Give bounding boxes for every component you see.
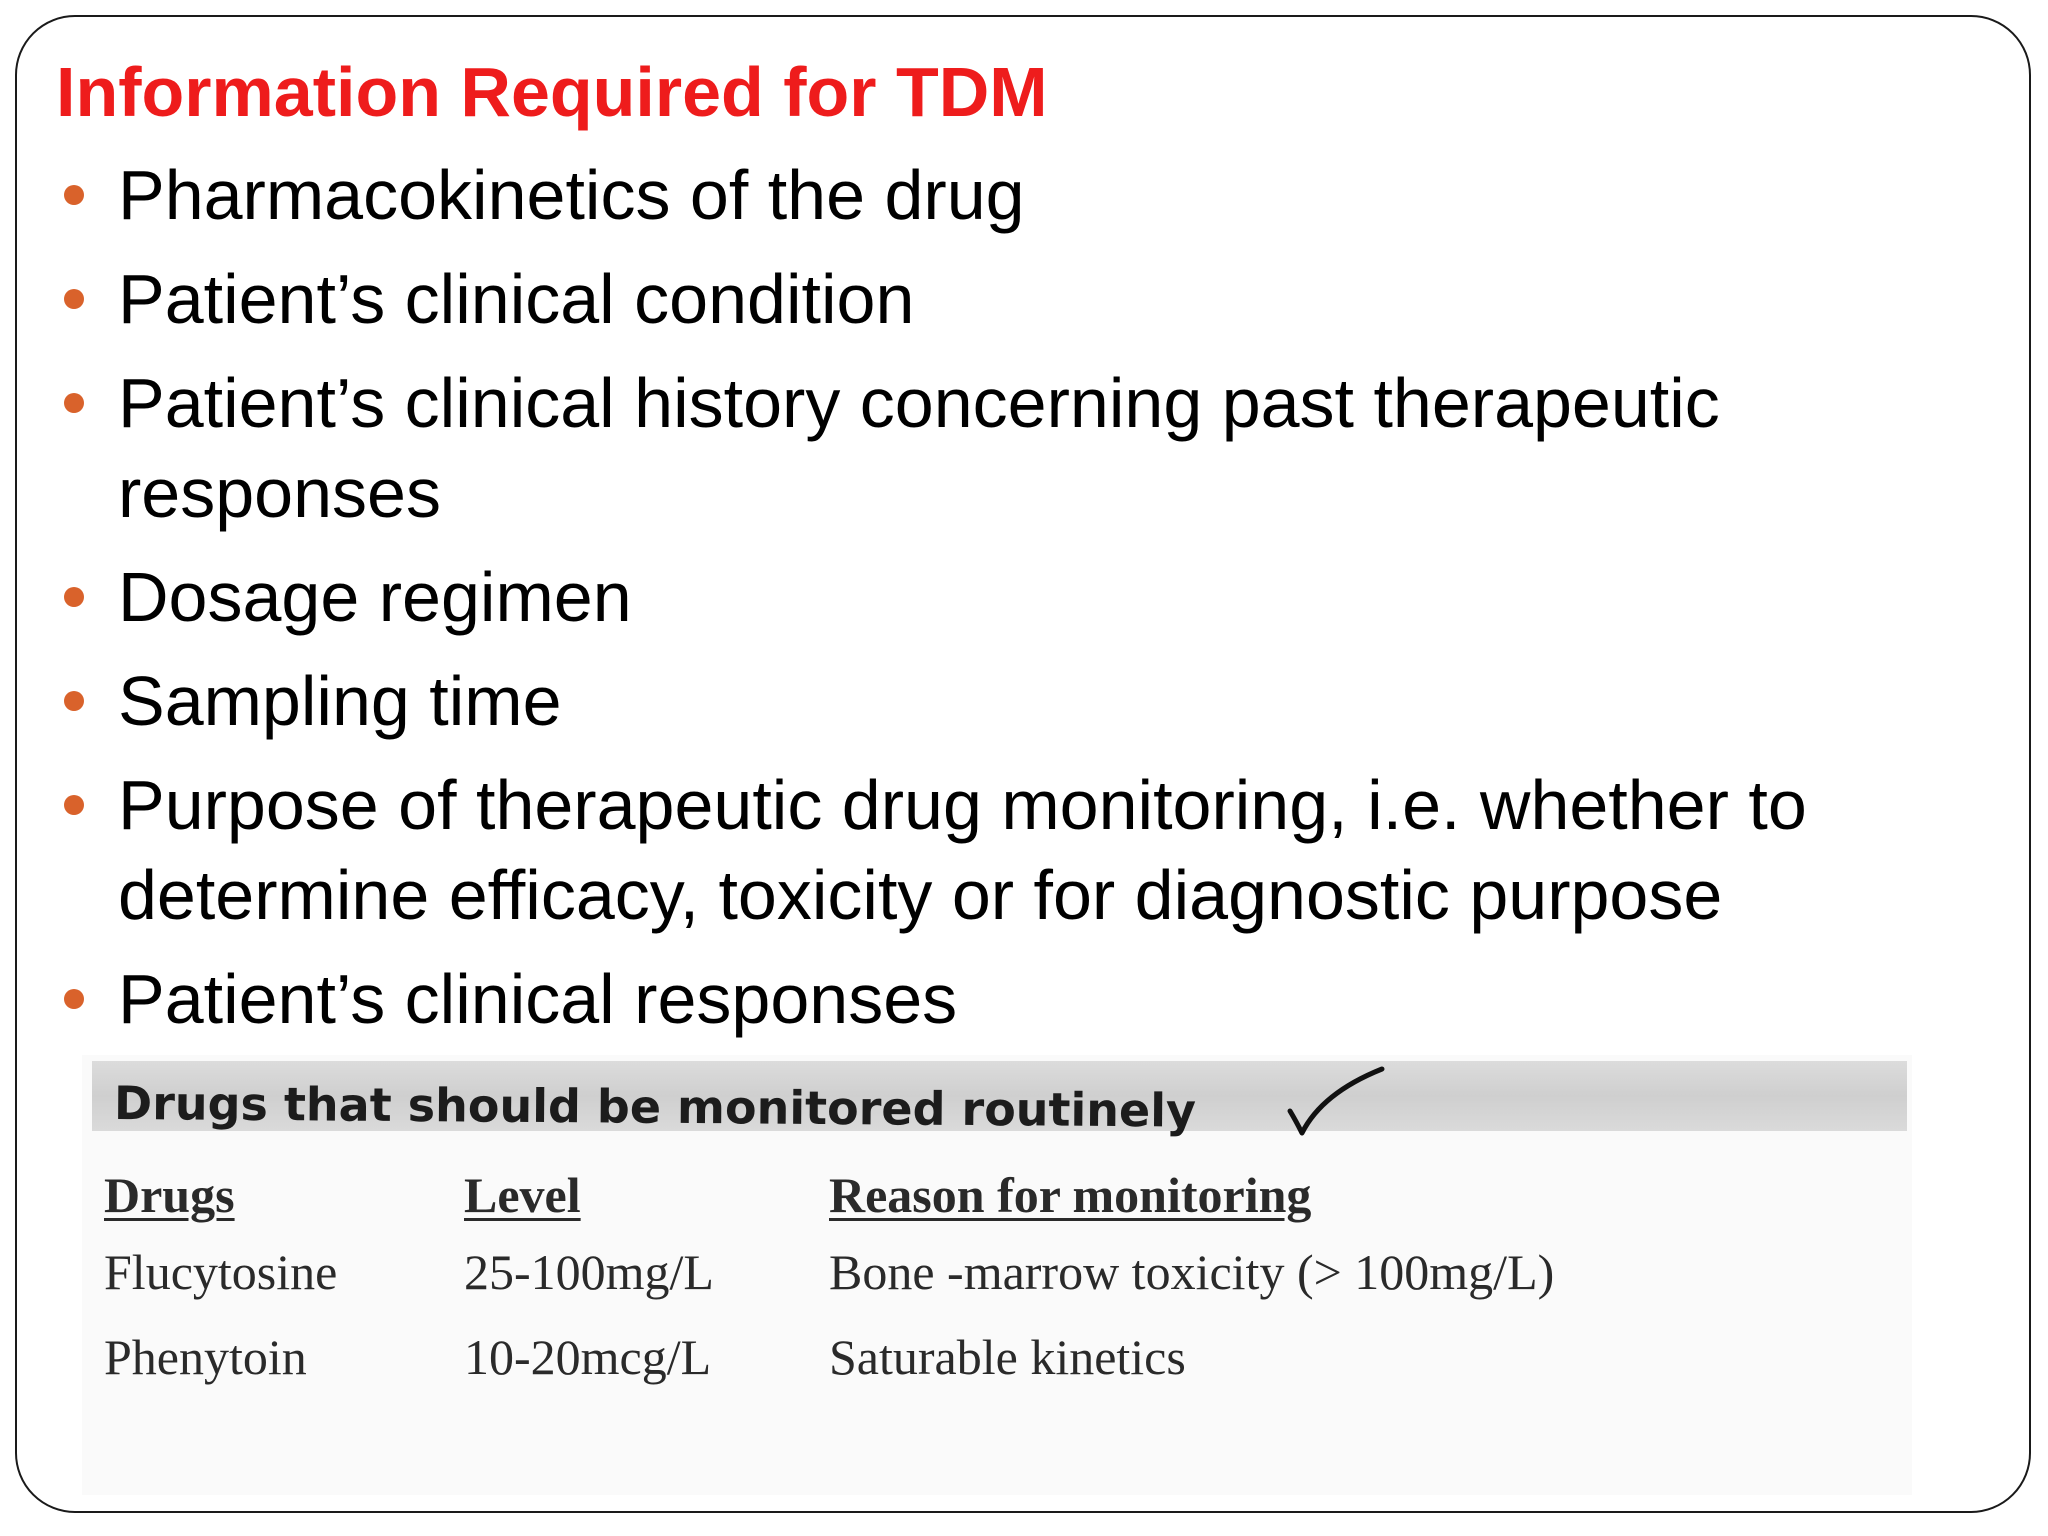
cell-level: 10-20mcg/L (464, 1329, 712, 1385)
bullet-text: Patient’s clinical responses (118, 960, 958, 1038)
scan-heading-band (92, 1061, 1907, 1138)
bullet-text: Patient’s clinical history concerning past therapeutic responses (118, 364, 1720, 532)
bullet-text: Dosage regimen (118, 558, 632, 636)
bullet-dot-icon (64, 587, 84, 607)
scan-heading: Drugs that should be monitored routinely (113, 1076, 1197, 1138)
bullet-text: Pharmacokinetics of the drug (118, 156, 1025, 234)
table-row (104, 1230, 1829, 1315)
drug-monitoring-table (104, 1160, 1829, 1400)
scanned-table-image (82, 1055, 1912, 1495)
column-header-drugs: Drugs (104, 1167, 235, 1223)
slide-title: Information Required for TDM (56, 53, 1048, 131)
bullet-text: Purpose of therapeutic drug monitoring, i.e. whether to determine efficacy, toxicity or for diagnostic purpose (118, 766, 1807, 934)
cell-drug: Flucytosine (104, 1244, 338, 1300)
checkmark-icon (1282, 1063, 1392, 1143)
bullet-item (56, 656, 1956, 746)
cell-reason: Saturable kinetics (829, 1329, 1186, 1385)
bullet-dot-icon (64, 795, 84, 815)
bullet-item (56, 254, 1956, 344)
column-header-level: Level (464, 1167, 581, 1223)
bullet-dot-icon (64, 289, 84, 309)
table-header-row (104, 1160, 1829, 1230)
bullet-list (56, 150, 1956, 1058)
bullet-item (56, 954, 1956, 1044)
bullet-item (56, 358, 1956, 538)
column-header-reason: Reason for monitoring (829, 1167, 1312, 1223)
cell-reason: Bone -marrow toxicity (> 100mg/L) (829, 1244, 1555, 1300)
bullet-text: Patient’s clinical condition (118, 260, 915, 338)
bullet-dot-icon (64, 185, 84, 205)
cell-level: 25-100mg/L (464, 1244, 714, 1300)
cell-drug: Phenytoin (104, 1329, 307, 1385)
bullet-item (56, 552, 1956, 642)
bullet-item (56, 150, 1956, 240)
bullet-text: Sampling time (118, 662, 562, 740)
bullet-dot-icon (64, 989, 84, 1009)
bullet-item (56, 760, 1956, 940)
table-row (104, 1315, 1829, 1400)
bullet-dot-icon (64, 691, 84, 711)
bullet-dot-icon (64, 393, 84, 413)
